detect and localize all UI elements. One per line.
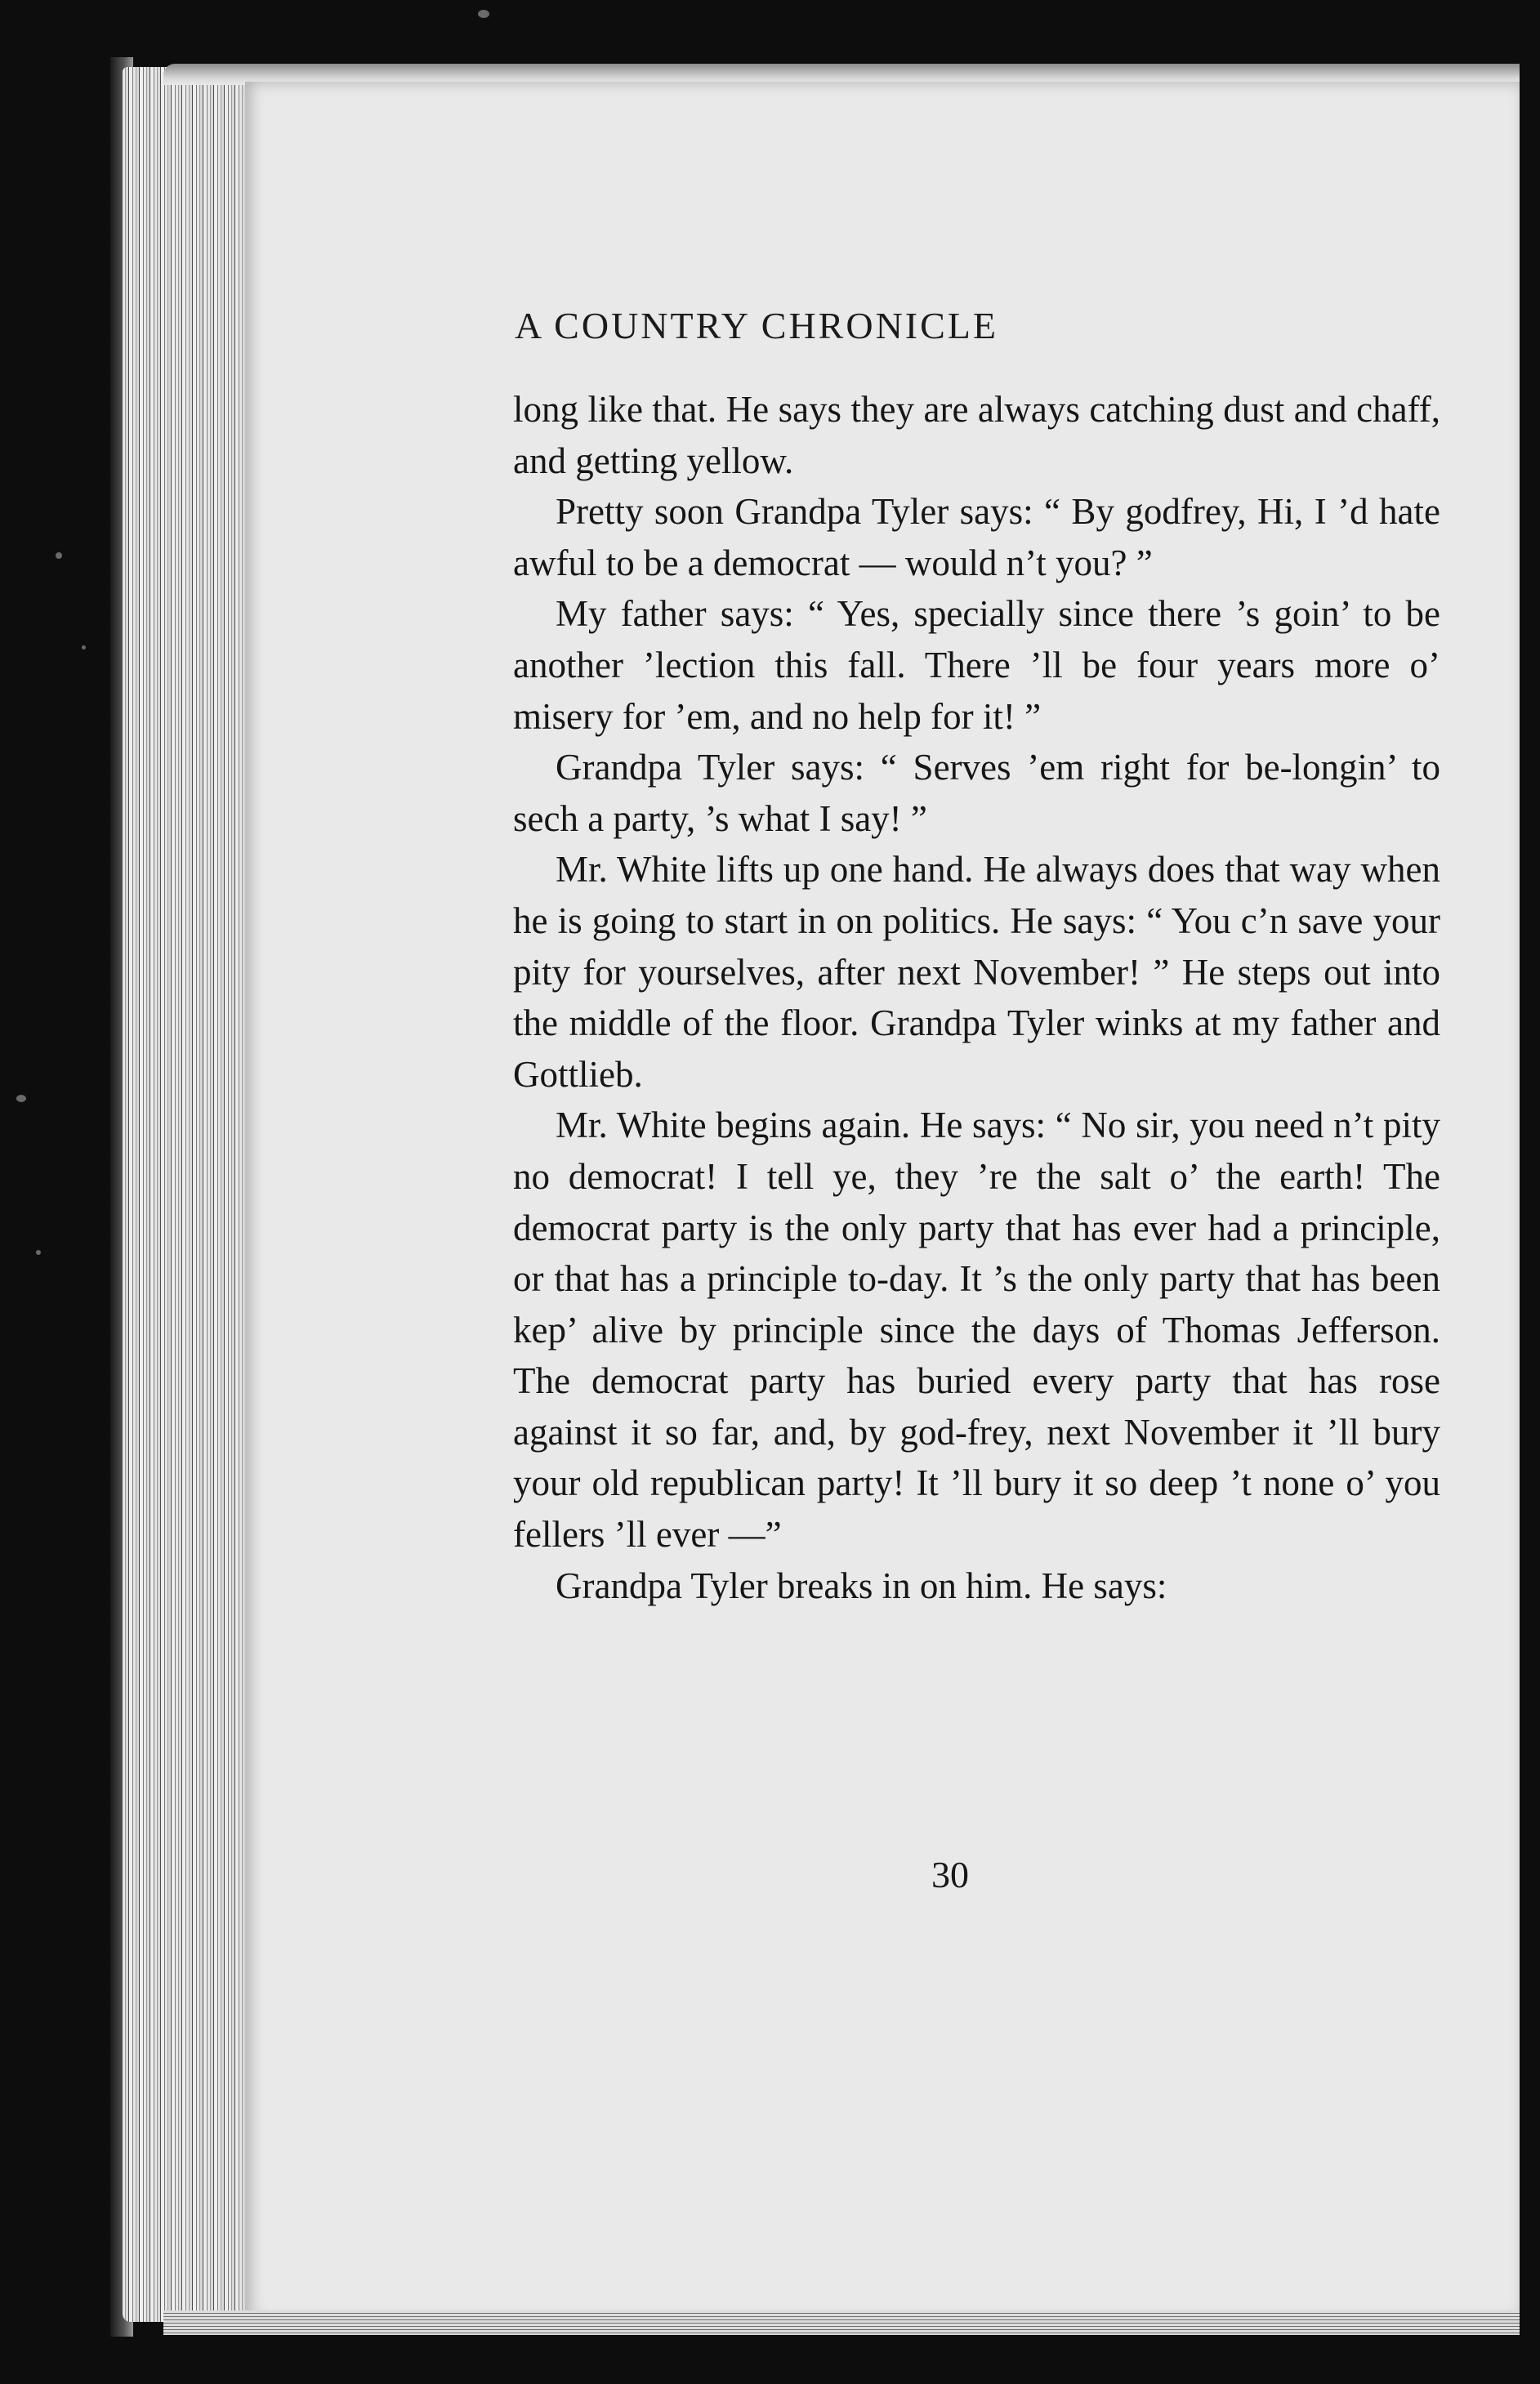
paragraph: Pretty soon Grandpa Tyler says: “ By godfrey, Hi, I ’d hate awful to be a democrat — would n’t you? ” bbox=[513, 491, 1440, 583]
scan-speck bbox=[36, 1250, 41, 1255]
paragraph: Grandpa Tyler says: “ Serves ’em right for be-longin’ to sech a party, ’s what I say! ” bbox=[513, 747, 1440, 839]
paragraph: Mr. White begins again. He says: “ No sir, you need n’t pity no democrat! I tell ye, they ’re the salt o’ the earth! The democrat party is the only party that has ever had a principle, or that has a principle to-day. It ’s the only party that has been kep’ alive by principle since the days of Thomas Jefferson. The democrat party has buried every party that has rose against it so far, and, by god-frey, next November it ’ll bury your old republican party! It ’ll bury it so deep ’t none o’ you fellers ’ll ever —” bbox=[513, 1105, 1440, 1556]
paragraph: Mr. White lifts up one hand. He always does that way when he is going to start in on politics. He says: “ You c’n save your pity for yourselves, after next November! ” He steps out into the middle of the floor. Grandpa Tyler winks at my father and Gottlieb. bbox=[513, 849, 1440, 1095]
paragraph: My father says: “ Yes, specially since there ’s goin’ to be another ’lection this fall. There ’ll be four years more o’ misery for ’em, and no help for it! ” bbox=[513, 593, 1440, 737]
paragraph: long like that. He says they are always catching dust and chaff, and getting yellow. bbox=[513, 389, 1440, 481]
paragraph: Grandpa Tyler breaks in on him. He says: bbox=[556, 1565, 1167, 1606]
scan-speck bbox=[82, 645, 86, 650]
scan-speck bbox=[56, 552, 62, 559]
body-text bbox=[513, 384, 1440, 1611]
scan-speck bbox=[16, 1095, 26, 1102]
running-head: A COUNTRY CHRONICLE bbox=[515, 305, 998, 346]
scan-speck bbox=[478, 10, 489, 18]
page-bottom-edge bbox=[163, 2310, 1520, 2335]
page-number: 30 bbox=[931, 1854, 969, 1895]
